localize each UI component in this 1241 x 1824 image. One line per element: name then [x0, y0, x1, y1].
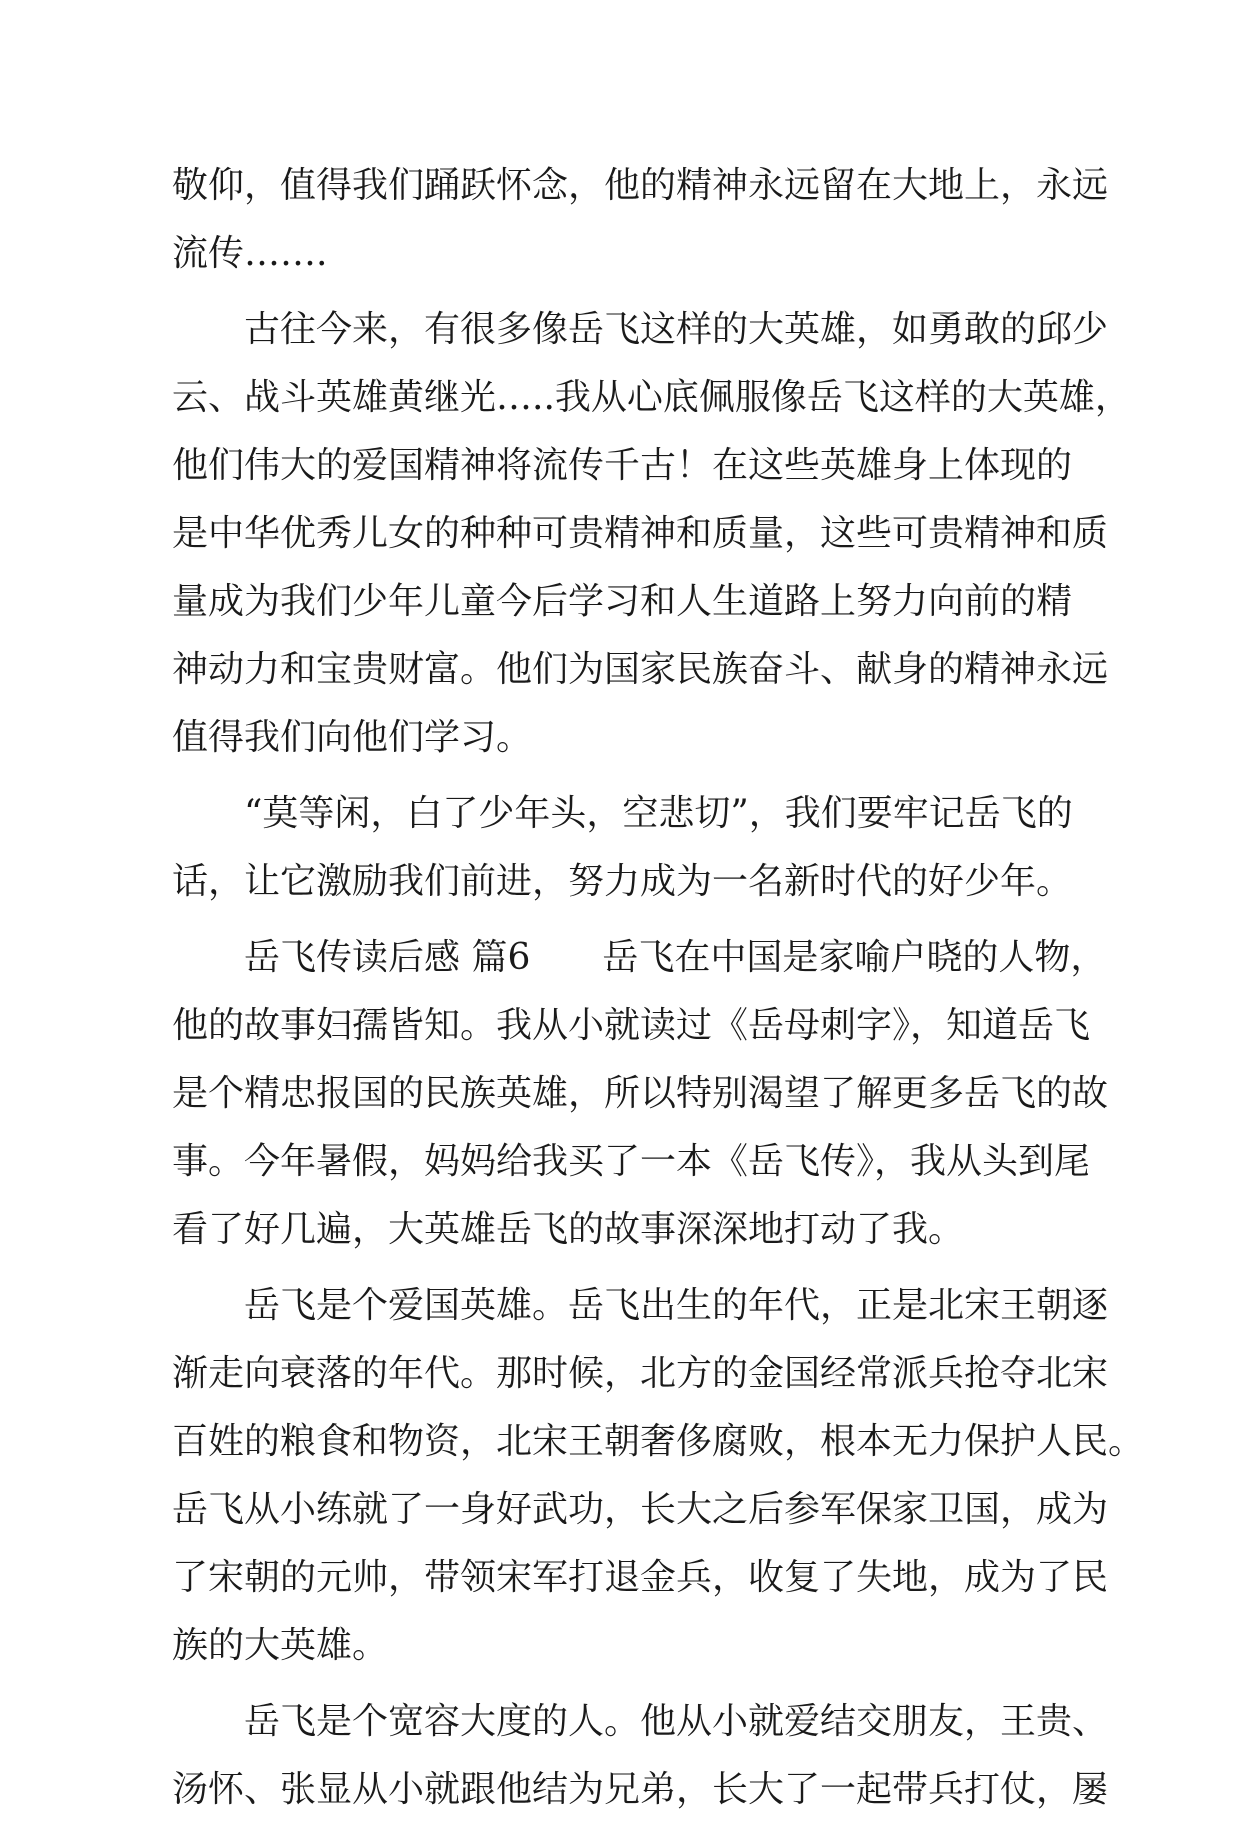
text-line: 汤怀、张显从小就跟他结为兄弟，长大了一起带兵打仗，屡 — [172, 1769, 1109, 1810]
text-line: 看了好几遍，大英雄岳飞的故事深深地打动了我。 — [172, 1209, 965, 1250]
text-line: 他们伟大的爱国精神将流传千古！在这些英雄身上体现的 — [172, 445, 1073, 486]
text-line: 百姓的粮食和物资，北宋王朝奢侈腐败，根本无力保护人民。 — [172, 1421, 1145, 1462]
paragraph-gap — [172, 288, 1052, 296]
text-line: 敬仰，值得我们踊跃怀念，他的精神永远留在大地上，永远 — [172, 165, 1109, 206]
text-line: 是中华优秀儿女的种种可贵精神和质量，这些可贵精神和质 — [172, 513, 1109, 554]
text-line: 话，让它激励我们前进，努力成为一名新时代的好少年。 — [172, 861, 1073, 902]
paragraph-first-line: 岳飞传读后感 篇6 岳飞在中国是家喻户晓的人物， — [244, 937, 1107, 978]
text-line: 渐走向衰落的年代。那时候，北方的金国经常派兵抢夺北宋 — [172, 1353, 1109, 1394]
paragraph-gap — [172, 1264, 1052, 1272]
paragraph-gap — [172, 1680, 1052, 1688]
text-line: 是个精忠报国的民族英雄，所以特别渴望了解更多岳飞的故 — [172, 1073, 1109, 1114]
text-line: 岳飞从小练就了一身好武功，长大之后参军保家卫国，成为 — [172, 1489, 1109, 1530]
paragraph-first-line: 古往今来，有很多像岳飞这样的大英雄，如勇敢的邱少 — [244, 309, 1109, 350]
text-line: 族的大英雄。 — [172, 1625, 389, 1666]
paragraph-gap — [172, 916, 1052, 924]
paragraph-gap — [172, 772, 1052, 780]
paragraph-first-line: “莫等闲，白了少年头，空悲切”，我们要牢记岳飞的 — [244, 793, 1073, 834]
document-body — [172, 152, 1145, 1824]
text-line: 流传……. — [172, 233, 328, 274]
paragraph-first-line: 岳飞是个宽容大度的人。他从小就爱结交朋友，王贵、 — [244, 1701, 1109, 1742]
text-line: 值得我们向他们学习。 — [172, 717, 533, 758]
text-line: 了宋朝的元帅，带领宋军打退金兵，收复了失地，成为了民 — [172, 1557, 1109, 1598]
text-line: 事。今年暑假，妈妈给我买了一本《岳飞传》，我从头到尾 — [172, 1141, 1091, 1182]
text-line: 他的故事妇孺皆知。我从小就读过《岳母刺字》，知道岳飞 — [172, 1005, 1091, 1046]
text-line: 量成为我们少年儿童今后学习和人生道路上努力向前的精 — [172, 581, 1073, 622]
text-line: 神动力和宝贵财富。他们为国家民族奋斗、献身的精神永远 — [172, 649, 1109, 690]
paragraph-first-line: 岳飞是个爱国英雄。岳飞出生的年代，正是北宋王朝逐 — [244, 1285, 1109, 1326]
text-line: 云、战斗英雄黄继光…..我从心底佩服像岳飞这样的大英雄， — [172, 377, 1131, 418]
